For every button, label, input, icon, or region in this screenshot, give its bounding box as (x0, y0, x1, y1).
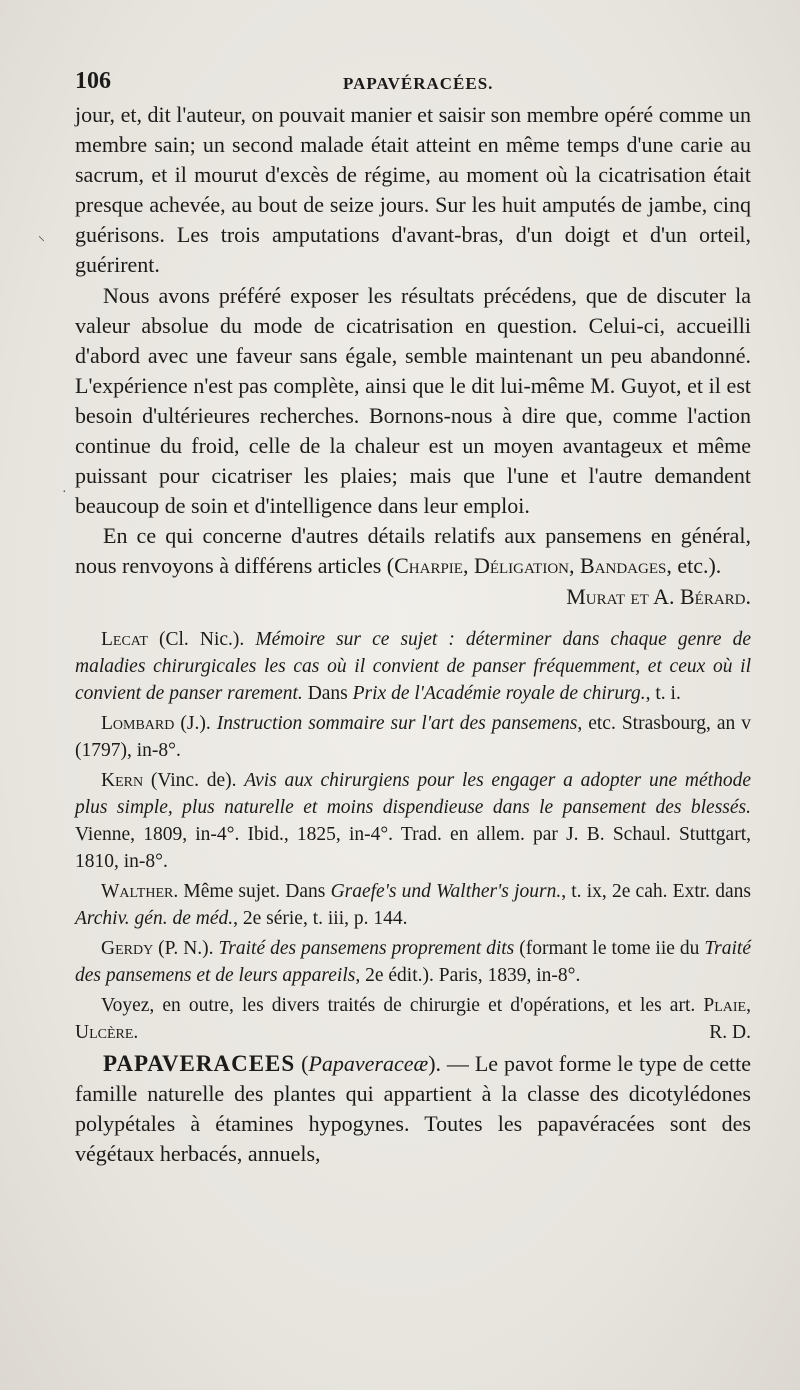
paragraph-tail: , etc.). (666, 553, 722, 579)
bib-title: Traité des pansemens proprement dits (218, 937, 515, 959)
bib-source: Prix de l'Académie royale de chirurg. (352, 682, 646, 704)
article-headword: PAPAVERACEES (103, 1050, 296, 1076)
bib-author-info: . Même sujet. Dans (173, 880, 331, 902)
bib-details: (formant le tome iie du (514, 937, 705, 959)
page-number: 106 (75, 68, 111, 94)
paragraph-discussion: Nous avons préféré exposer les résultats précédens, que de discuter la valeur absolue du mode de cicatrisation en question. Celui-ci, accueilli d'abord avec une faveur sans égale, semble maintenant un peu abandonné. L'expérience n'est pas complète, ainsi que le dit lui-même M. Guyot, et il est besoin d'ultérieures recherches. Bornons-nous à dire que, comme l'action continue du froid, celle de la chaleur est un moyen avantageux et même puissant pour cicatriser les plaies; mais que l'une et l'autre demandent beaucoup de soin et d'intelligence dans leur emploi. (75, 282, 751, 519)
see-also-refs: Plaie, Ulcère (75, 994, 751, 1043)
cross-references: Charpie, Déligation, Bandages (394, 553, 667, 579)
paragraph-continuation: jour, et, dit l'auteur, on pouvait manier et saisir son membre opéré comme un membre sain; un second malade était atteint en même temps d'une carie au sacrum, et il mourut d'excès de régime, au moment où la cicatrisation était presque achevée, au bout de seize jours. Sur les huit amputés de jambe, cinq guérisons. Les trois amputations d'avant-bras, d'un doigt et d'un orteil, guérirent. (75, 102, 751, 278)
see-also-tail: . (133, 1021, 139, 1043)
bib-author: Lombard (101, 712, 175, 734)
bibliography-entry (75, 878, 751, 932)
article-text: ). — Le pavot forme le type de cette famille naturelle des plantes qui appartient à la classe des dicotylédones polypétales à étamines hypogynes. Toutes les papavéracées sont des végétaux herbacés, annuels, (75, 1050, 751, 1166)
bib-author-info: (Vinc. de). (143, 769, 245, 791)
bib-title: Instruction sommaire sur l'art des pansemens (216, 712, 578, 734)
author-signature: Murat et A. Bérard. (566, 583, 751, 609)
bib-author: Gerdy (101, 937, 154, 959)
margin-mark: · (62, 485, 67, 500)
bib-source: Traité des pansemens et de leurs appareils (75, 937, 751, 986)
margin-mark: ⸌ (38, 235, 45, 250)
see-also-note (75, 992, 751, 1046)
bib-author-info: (J.). (174, 712, 217, 734)
running-head: PAPAVÉRACÉES. (343, 74, 494, 93)
page-body (75, 100, 751, 1169)
paragraph-references (75, 521, 751, 611)
bib-title: Graefe's und Walther's journ. (330, 880, 562, 902)
bib-author: Walther (101, 880, 174, 902)
paragraph-text: En ce qui concerne d'autres détails relatifs aux pansemens en général, nous renvoyons à différens articles ( (75, 523, 751, 579)
bib-title: Avis aux chirurgiens pour les engager a adopter une méthode plus simple, plus naturelle et moins dispendieuse dans le pansement des blessés. (75, 769, 751, 818)
bib-signature: R. D. (709, 1021, 751, 1043)
bib-details: , t. ix, 2e cah. Extr. dans (561, 880, 751, 902)
bib-tail: , 2e édit.). Paris, 1839, in-8°. (355, 964, 581, 986)
new-article (75, 1049, 751, 1169)
article-latin-name: Papaveraceæ (308, 1050, 429, 1076)
article-open-paren: ( (295, 1050, 309, 1076)
bibliography-entry (75, 767, 751, 875)
bib-author-info: (Cl. Nic.). (147, 628, 256, 650)
bib-author: Lecat (101, 628, 148, 650)
bibliography (75, 626, 751, 1046)
bibliography-entry (75, 935, 751, 989)
bib-details: Vienne, 1809, in-4°. Ibid., 1825, in-4°. Trad. en allem. par J. B. Schaul. Stuttgart, 1810, in-8°. (75, 823, 751, 872)
bib-tail: , t. i. (645, 682, 681, 704)
bibliography-entry (75, 626, 751, 707)
bibliography-entry (75, 710, 751, 764)
bib-details: Dans (302, 682, 353, 704)
bib-author-info: (P. N.). (153, 937, 219, 959)
bib-author: Kern (101, 769, 144, 791)
page-header (75, 68, 755, 102)
bib-source: Archiv. gén. de méd. (75, 907, 234, 929)
see-also-text: Voyez, en outre, les divers traités de chirurgie et d'opérations, et les art. (101, 994, 704, 1016)
bib-details: , etc. Strasbourg, an v (1797), in-8°. (75, 712, 752, 761)
bib-tail: , 2e série, t. iii, p. 144. (233, 907, 408, 929)
bib-title: Mémoire sur ce sujet : déterminer dans chaque genre de maladies chirurgicales les cas où il convient de panser fréquemment, et ceux où il convient de panser rarement. (75, 628, 751, 704)
